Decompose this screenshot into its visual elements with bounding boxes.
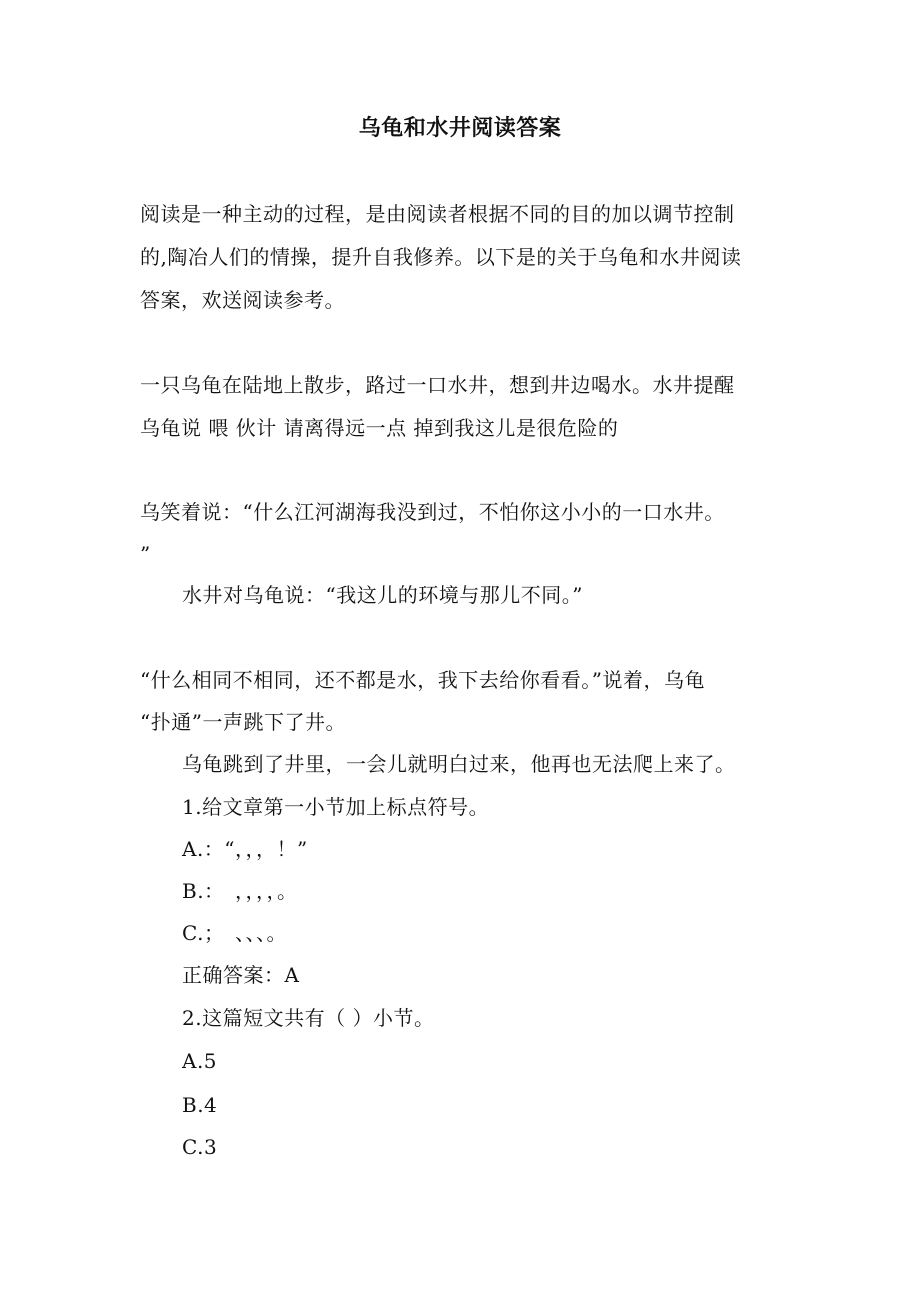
story-paragraph-2-line: ”: [140, 542, 151, 566]
question-1-answer: 正确答案：A: [182, 963, 300, 987]
story-paragraph-1-line: 一只乌龟在陆地上散步，路过一口水井，想到井边喝水。水井提醒: [140, 373, 735, 397]
question-1-option-a: A.：“，，，！”: [182, 837, 308, 861]
question-2-stem: 2.这篇短文共有（ ）小节。: [182, 1006, 435, 1030]
question-1-option-b: B.： ，，，，。: [182, 879, 298, 903]
story-paragraph-5: 乌龟跳到了井里，一会儿就明白过来，他再也无法爬上来了。: [182, 752, 736, 776]
story-paragraph-4-line: “什么相同不相同，还不都是水，我下去给你看看。”说着，乌龟: [140, 668, 705, 692]
question-2-option-b: B.4: [182, 1093, 218, 1117]
question-1-stem: 1.给文章第一小节加上标点符号。: [182, 795, 490, 819]
story-paragraph-2-line: 乌笑着说：“什么江河湖海我没到过，不怕你这小小的一口水井。: [140, 500, 725, 524]
document-title: 乌龟和水井阅读答案: [358, 115, 562, 141]
story-paragraph-4-line: “扑通”一声跳下了井。: [140, 710, 346, 734]
intro-line: 的,陶冶人们的情操，提升自我修养。以下是的关于乌龟和水井阅读: [140, 245, 742, 269]
intro-line: 答案，欢送阅读参考。: [140, 288, 345, 312]
question-1-option-c: C.； 、、、。: [182, 921, 287, 945]
story-paragraph-1-line: 乌龟说 喂 伙计 请离得远一点 掉到我这儿是很危险的: [140, 416, 619, 440]
question-2-option-c: C.3: [182, 1135, 218, 1159]
intro-line: 阅读是一种主动的过程，是由阅读者根据不同的目的加以调节控制: [140, 202, 735, 226]
question-2-option-a: A.5: [182, 1049, 218, 1073]
story-paragraph-3: 水井对乌龟说：“我这儿的环境与那儿不同。”: [182, 583, 583, 607]
